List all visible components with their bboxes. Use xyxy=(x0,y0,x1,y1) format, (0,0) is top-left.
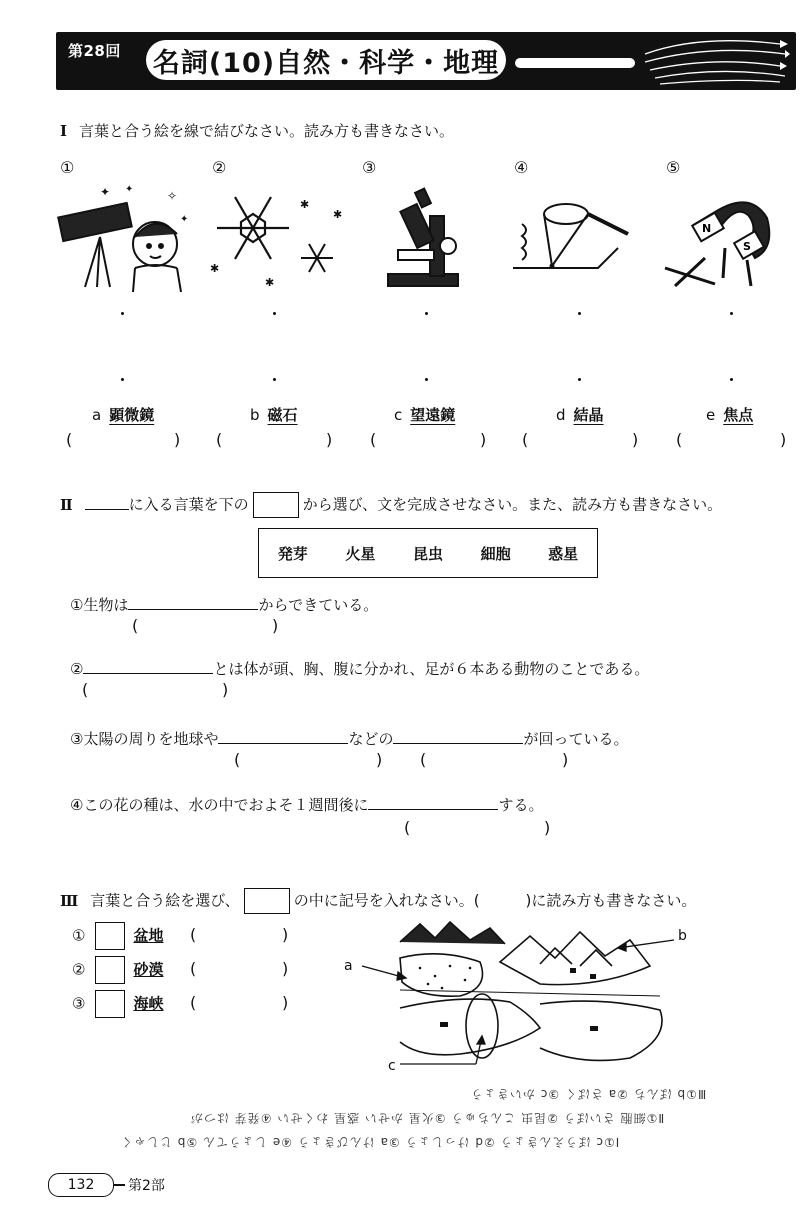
term-word: 砂漠 xyxy=(133,960,164,979)
sentence-3-blank-1[interactable] xyxy=(218,743,348,744)
word-bank-item: 細胞 xyxy=(480,544,511,563)
sentence-4-blank[interactable] xyxy=(368,809,498,810)
section3-instruction-c: )に読み方も書きなさい。 xyxy=(525,891,697,910)
word-letter: a xyxy=(92,406,102,424)
sentence-3-post: が回っている。 xyxy=(523,730,629,748)
map-label-b: b xyxy=(678,928,687,944)
answer-line-3: Ⅲ①b ぼんち ②a さばく ③c かいきょう xyxy=(470,1087,707,1101)
title-decoration-bar xyxy=(515,58,635,68)
term-row-1 xyxy=(72,922,163,950)
word-text: 焦点 xyxy=(723,406,754,424)
word-letter: d xyxy=(556,406,566,424)
section3-instruction-a: 言葉と合う絵を選び、 xyxy=(90,891,240,910)
term-word: 盆地 xyxy=(133,926,164,945)
sentence-3-paren-open-1: ( xyxy=(234,750,241,769)
reading-paren-open-d: ( xyxy=(522,430,529,449)
sentence-2-paren-open: ( xyxy=(82,680,89,699)
sentence-3-paren-open-2: ( xyxy=(420,750,427,769)
word-bank-item: 惑星 xyxy=(548,544,579,563)
section2-heading xyxy=(60,492,722,518)
svg-text:✦: ✦ xyxy=(125,184,134,195)
arrows-decoration-icon xyxy=(640,34,790,88)
sentence-4 xyxy=(70,794,543,815)
section1-instruction: 言葉と合う絵を線で結びなさい。読み方も書きなさい。 xyxy=(79,122,455,140)
picture-number-2: ② xyxy=(212,158,227,177)
telescope-icon xyxy=(55,182,190,294)
reading-paren-close-c: ) xyxy=(480,430,487,449)
map-label-a: a xyxy=(344,958,353,974)
word-bank xyxy=(258,528,598,578)
lesson-number: 第28回 xyxy=(68,42,121,60)
term-row-3 xyxy=(72,990,163,1018)
word-item-e xyxy=(706,404,753,425)
svg-text:✱: ✱ xyxy=(265,276,275,288)
page-number: 132 xyxy=(48,1173,114,1197)
match-dot-bottom-a[interactable] xyxy=(121,378,124,381)
sentence-1-blank[interactable] xyxy=(128,609,258,610)
term-number: ② xyxy=(72,960,86,979)
svg-text:✦: ✦ xyxy=(180,214,189,225)
picture-number-4: ④ xyxy=(514,158,529,177)
footer-rule xyxy=(113,1184,125,1186)
sentence-3-pre: ③太陽の周りを地球や xyxy=(70,730,219,748)
magnet-icon xyxy=(655,188,775,292)
section2-instruction-a: に入る言葉を下の xyxy=(128,495,249,514)
answer-line-1: Ⅰ①c ぼうえんきょう ②d けっしょう ③a けんびきょう ④e しょうてん ⑤b じしゃく xyxy=(120,1135,620,1149)
picture-number-3: ③ xyxy=(362,158,377,177)
term-2-paren-close: ) xyxy=(282,959,289,978)
snowflake-icon xyxy=(205,188,345,288)
word-text: 顕微鏡 xyxy=(109,406,155,424)
word-letter: e xyxy=(706,406,716,424)
answer-box-2[interactable] xyxy=(95,956,125,984)
section2-roman: Ⅱ xyxy=(60,495,73,514)
svg-text:✱: ✱ xyxy=(300,198,310,211)
reading-paren-open-e: ( xyxy=(676,430,683,449)
sentence-2-paren-close: ) xyxy=(222,680,229,699)
term-row-2 xyxy=(72,956,163,984)
instruction-blank-sample xyxy=(85,509,129,510)
term-3-paren-open: ( xyxy=(190,993,197,1012)
microscope-icon xyxy=(378,186,473,290)
instruction-box-sample xyxy=(253,492,299,518)
picture-number-1: ① xyxy=(60,158,75,177)
term-1-paren-close: ) xyxy=(282,925,289,944)
section3-roman: Ⅲ xyxy=(60,891,79,910)
svg-text:N: N xyxy=(702,222,712,235)
word-bank-item: 火星 xyxy=(345,544,376,563)
answer-line-2: Ⅱ①細胞 さいぼう ②昆虫 こんちゅう ③火星 かせい 惑星 わくせい ④発芽 はつが xyxy=(190,1111,665,1125)
reading-paren-open-c: ( xyxy=(370,430,377,449)
sentence-3-paren-close-1: ) xyxy=(376,750,383,769)
svg-text:✱: ✱ xyxy=(333,208,343,221)
section3-heading xyxy=(60,888,696,914)
svg-text:✱: ✱ xyxy=(210,262,220,275)
word-letter: c xyxy=(394,406,403,424)
match-dot-bottom-d[interactable] xyxy=(578,378,581,381)
term-number: ③ xyxy=(72,994,86,1013)
match-dot-top-2[interactable] xyxy=(273,312,276,315)
term-word: 海峡 xyxy=(133,994,164,1013)
sentence-1-paren-close: ) xyxy=(272,616,279,635)
answer-box-3[interactable] xyxy=(95,990,125,1018)
word-text: 望遠鏡 xyxy=(410,406,456,424)
sentence-2-pre: ② xyxy=(70,660,84,678)
sentence-3-paren-close-2: ) xyxy=(562,750,569,769)
sentence-3 xyxy=(70,728,628,749)
sentence-2-post: とは体が頭、胸、腹に分かれ、足が６本ある動物のことである。 xyxy=(213,660,650,678)
answer-box-1[interactable] xyxy=(95,922,125,950)
word-item-c xyxy=(394,404,455,425)
sentence-4-post: する。 xyxy=(498,796,544,814)
reading-paren-close-a: ) xyxy=(174,430,181,449)
match-dot-top-5[interactable] xyxy=(730,312,733,315)
term-2-paren-open: ( xyxy=(190,959,197,978)
sentence-2-blank[interactable] xyxy=(83,673,213,674)
instruction-box-sample xyxy=(244,888,290,914)
sentence-2 xyxy=(70,658,649,679)
picture-number-5: ⑤ xyxy=(666,158,681,177)
word-item-a xyxy=(92,404,154,425)
word-letter: b xyxy=(250,406,260,424)
word-bank-item: 発芽 xyxy=(277,544,308,563)
word-item-d xyxy=(556,404,604,425)
svg-text:S: S xyxy=(743,240,751,253)
svg-text:✧: ✧ xyxy=(167,189,178,203)
page-title: 名詞(10)自然・科学・地理 xyxy=(146,40,506,80)
term-1-paren-open: ( xyxy=(190,925,197,944)
word-bank-item: 昆虫 xyxy=(412,544,443,563)
sentence-4-paren-close: ) xyxy=(544,818,551,837)
sentence-1 xyxy=(70,594,378,615)
section1-roman: Ⅰ xyxy=(60,122,68,140)
match-dot-top-3[interactable] xyxy=(425,312,428,315)
sentence-4-pre: ④この花の種は、水の中でおよそ１週間後に xyxy=(70,796,369,814)
reading-paren-open-a: ( xyxy=(66,430,73,449)
match-dot-bottom-b[interactable] xyxy=(273,378,276,381)
reading-paren-open-b: ( xyxy=(216,430,223,449)
sentence-1-post: からできている。 xyxy=(258,596,379,614)
term-3-paren-close: ) xyxy=(282,993,289,1012)
term-number: ① xyxy=(72,926,86,945)
map-label-c: c xyxy=(388,1058,396,1074)
label-arrows-icon xyxy=(356,936,686,1072)
reading-paren-close-b: ) xyxy=(326,430,333,449)
word-item-b xyxy=(250,404,298,425)
sentence-1-paren-open: ( xyxy=(132,616,139,635)
section1-heading xyxy=(60,120,454,141)
match-dot-top-1[interactable] xyxy=(121,312,124,315)
part-label: 第2部 xyxy=(128,1178,165,1194)
word-text: 磁石 xyxy=(267,406,298,424)
sentence-4-paren-open: ( xyxy=(404,818,411,837)
sentence-3-blank-2[interactable] xyxy=(393,743,523,744)
magnifier-focus-icon xyxy=(508,188,643,288)
reading-paren-close-d: ) xyxy=(632,430,639,449)
word-text: 結晶 xyxy=(573,406,604,424)
sentence-3-mid: などの xyxy=(348,730,394,748)
reading-paren-close-e: ) xyxy=(780,430,787,449)
sentence-1-pre: ①生物は xyxy=(70,596,129,614)
match-dot-bottom-c[interactable] xyxy=(425,378,428,381)
section2-instruction-b: から選び、文を完成させなさい。また、読み方も書きなさい。 xyxy=(302,495,723,514)
match-dot-bottom-e[interactable] xyxy=(730,378,733,381)
section3-instruction-b: の中に記号を入れなさい。( xyxy=(293,891,480,910)
svg-text:✦: ✦ xyxy=(100,185,111,199)
match-dot-top-4[interactable] xyxy=(578,312,581,315)
